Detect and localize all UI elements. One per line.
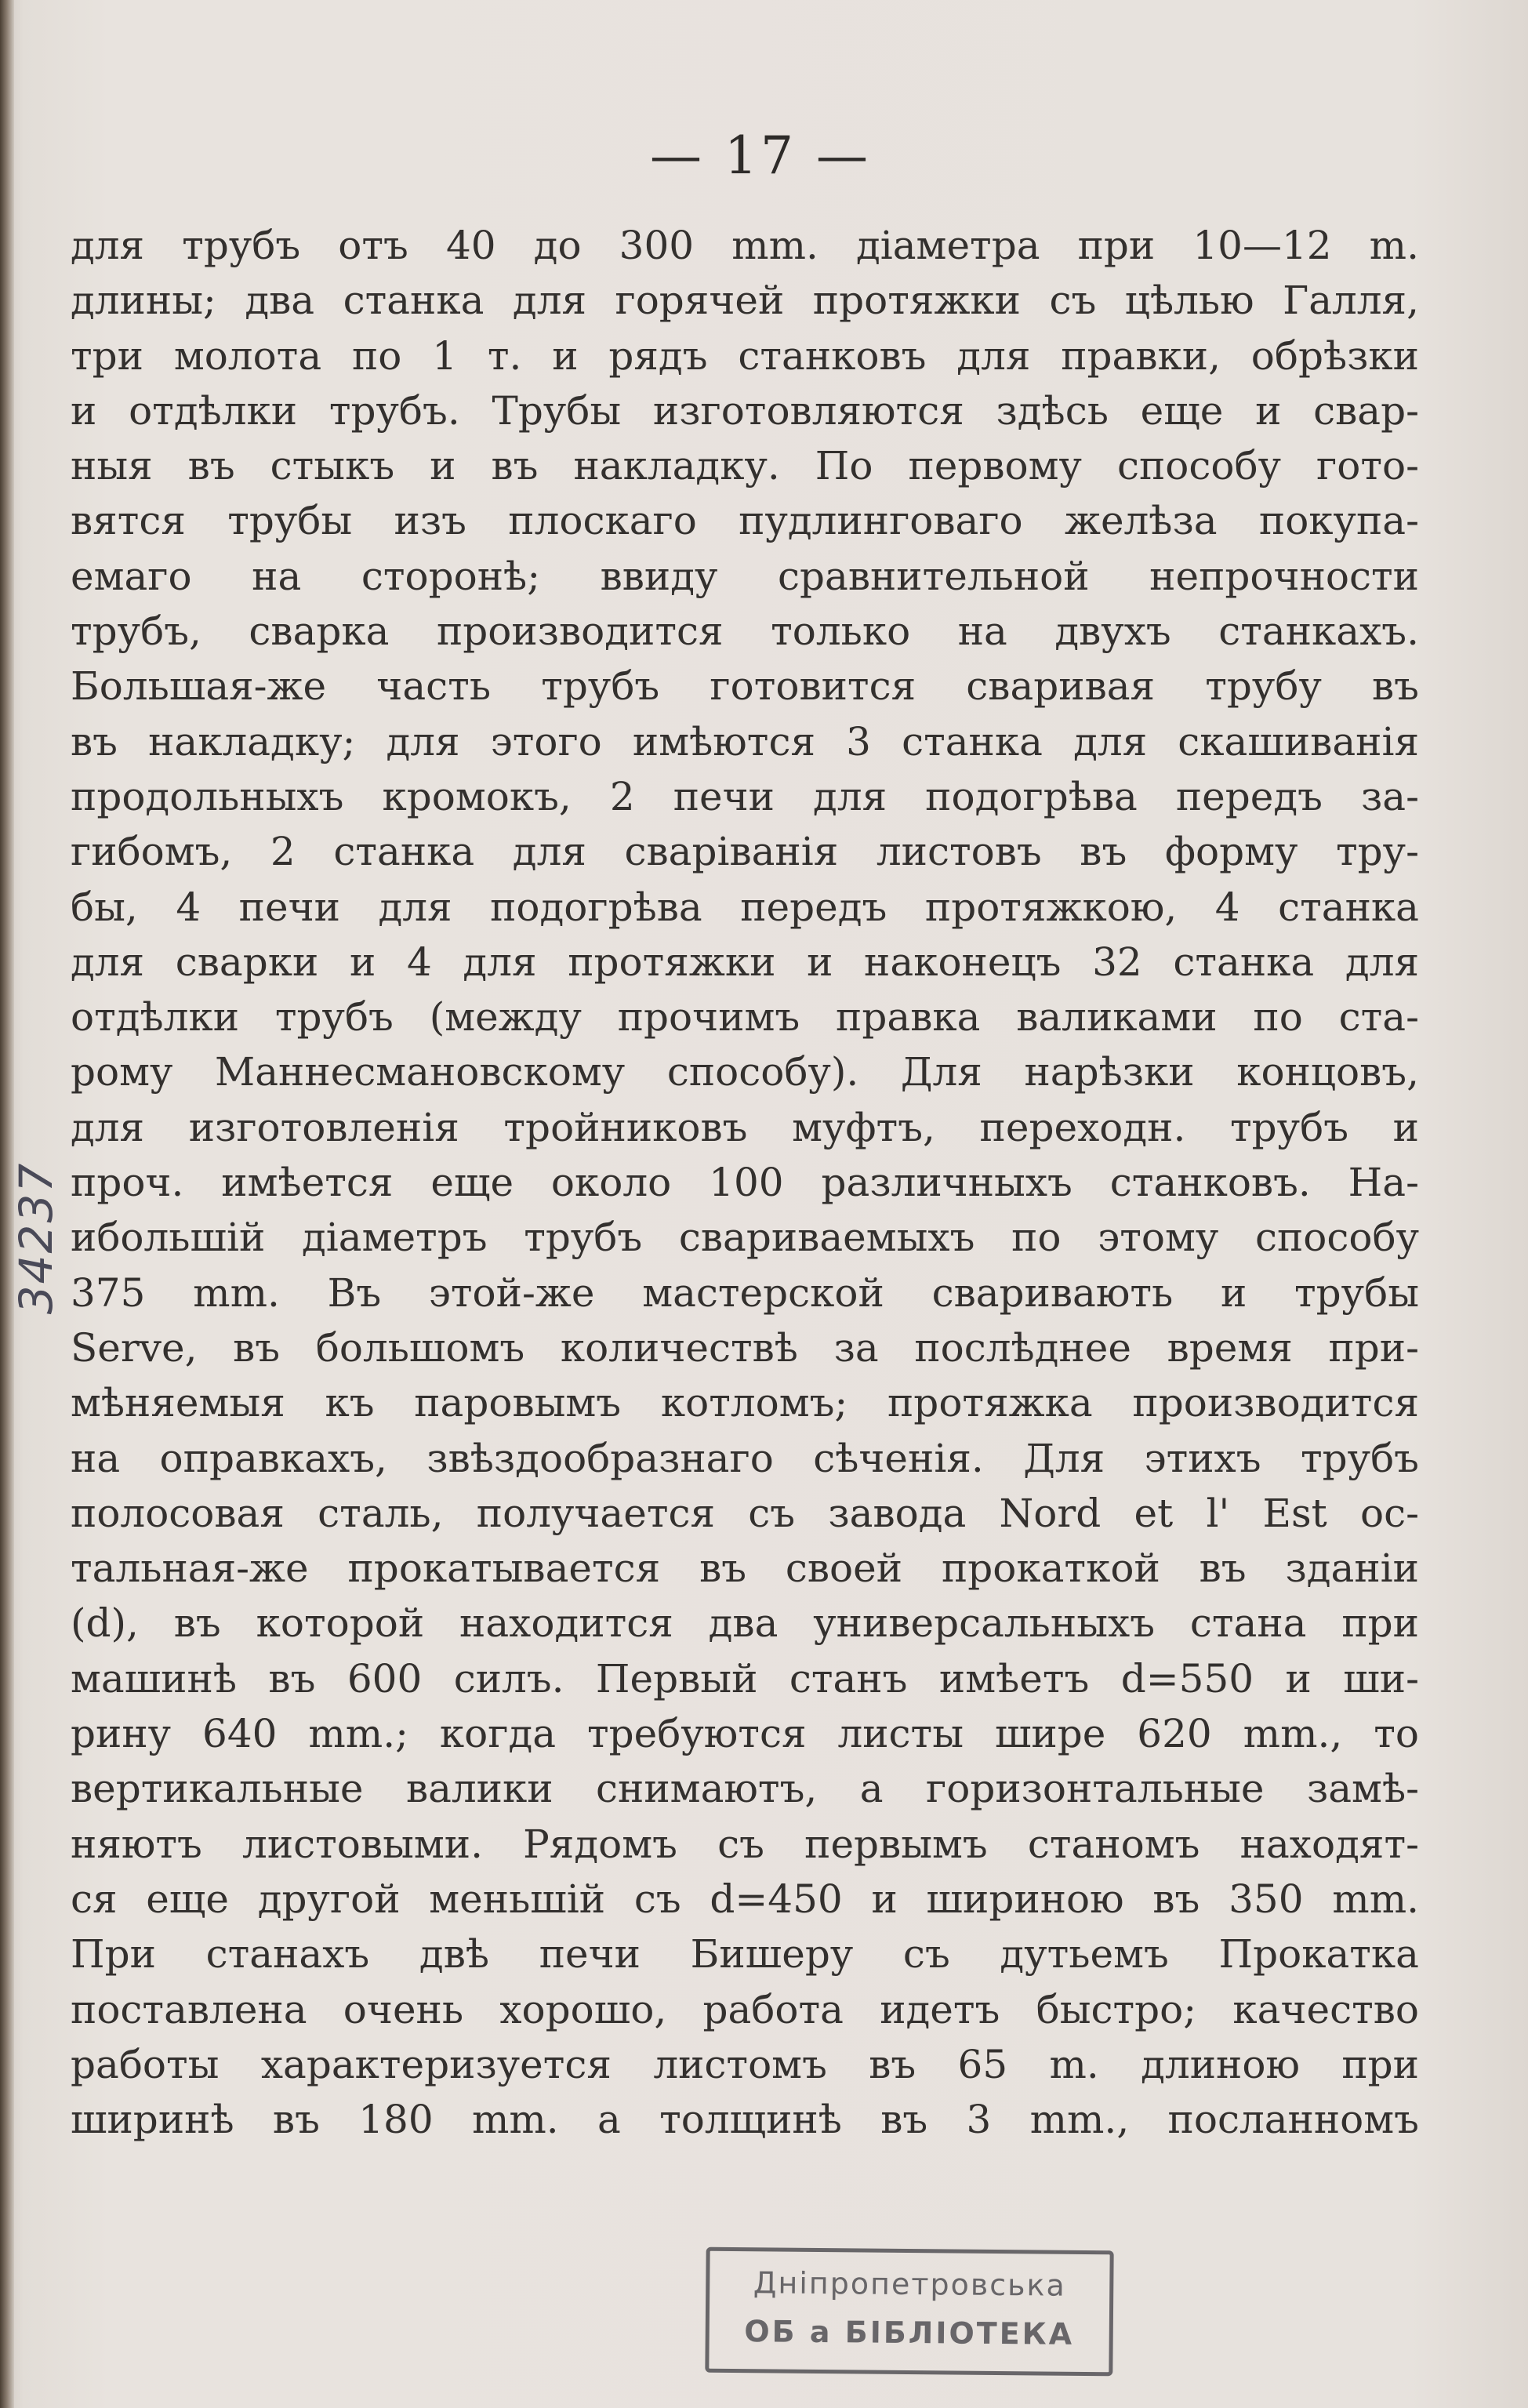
text-line-22: мѣняемыя къ паровымъ котломъ; протяжка производится — [71, 1380, 1419, 1426]
text-line-13: бы, 4 печи для подогрѣва передъ протяжкою, 4 станка — [71, 884, 1419, 930]
text-line-28: рину 640 mm.; когда требуются листы шире 620 mm., то — [71, 1711, 1419, 1757]
text-line-20: 375 mm. Въ этой-же мастерской сваривають и трубы — [71, 1269, 1419, 1316]
margin-note-text: 34237 — [9, 1161, 63, 1315]
stamp-line-1: Дніпропетровська — [753, 2265, 1066, 2303]
body-text — [71, 218, 1419, 2147]
text-line-16: рому Маннесмановскому способу). Для нарѣзки концовъ, — [71, 1049, 1419, 1095]
text-line-24: полосовая сталь, получается съ завода Nord et l' Est ос- — [71, 1490, 1419, 1536]
text-line-34: работы характеризуется листомъ въ 65 m. длиною при — [71, 2041, 1419, 2087]
page-number: — 17 — — [650, 125, 871, 186]
text-line-27: машинѣ въ 600 силъ. Первый станъ имѣетъ d=550 и ши- — [71, 1655, 1419, 1702]
text-line-23: на оправкахъ, звѣздообразнаго сѣченія. Для этихъ трубъ — [71, 1435, 1419, 1481]
text-line-2: длины; два станка для горячей протяжки съ цѣлью Галля, — [71, 278, 1419, 324]
text-line-6: вятся трубы изъ плоскаго пудлинговаго желѣза покупа- — [71, 498, 1419, 544]
text-line-9: Большая-же часть трубъ готовится сваривая трубу въ — [71, 663, 1419, 710]
text-line-33: поставлена очень хорошо, работа идетъ быстро; качество — [71, 1986, 1419, 2032]
text-line-3: три молота по 1 т. и рядъ станковъ для правки, обрѣзки — [71, 332, 1419, 379]
text-line-12: гибомъ, 2 станка для сваріванія листовъ въ форму тру- — [71, 829, 1419, 875]
text-line-26: (d), въ которой находится два универсальныхъ стана при — [71, 1600, 1419, 1647]
text-line-17: для изготовленія тройниковъ муфтъ, переходн. трубъ и — [71, 1104, 1419, 1150]
library-stamp — [705, 2247, 1113, 2377]
text-line-5: ныя въ стыкъ и въ накладку. По первому способу гото- — [71, 443, 1419, 489]
text-line-31: ся еще другой меньшій съ d=450 и шириною въ 350 mm. — [71, 1876, 1419, 1922]
text-line-35: ширинѣ въ 180 mm. а толщинѣ въ 3 mm., посланномъ — [71, 2097, 1419, 2143]
text-line-7: емаго на сторонѣ; ввиду сравнительной непрочности — [71, 553, 1419, 599]
text-line-4: и отдѣлки трубъ. Трубы изготовляются здѣсь еще и свар- — [71, 387, 1419, 434]
text-line-8: трубъ, сварка производится только на двухъ станкахъ. — [71, 608, 1419, 655]
handwritten-margin-number — [5, 1110, 63, 1360]
text-line-10: въ накладку; для этого имѣются 3 станка для скашиванія — [71, 718, 1419, 765]
text-line-1: для трубъ отъ 40 до 300 mm. діаметра при 10—12 m. — [71, 223, 1419, 268]
text-line-19: ибольшій діаметръ трубъ свариваемыхъ по этому способу — [71, 1215, 1419, 1261]
text-line-15: отдѣлки трубъ (между прочимъ правка валиками по ста- — [71, 994, 1419, 1041]
text-line-18: проч. имѣется еще около 100 различныхъ станковъ. На- — [71, 1160, 1419, 1206]
stamp-line-2: ОБ а БІБЛІОТЕКА — [744, 2314, 1075, 2352]
text-line-21: Serve, въ большомъ количествѣ за послѣднее время при- — [71, 1324, 1419, 1371]
text-line-29: вертикальные валики снимаютъ, а горизонтальные замѣ- — [71, 1766, 1419, 1812]
text-line-32: При станахъ двѣ печи Бишеру съ дутьемъ Прокатка — [71, 1931, 1419, 1978]
text-line-25: тальная-же прокатывается въ своей прокаткой въ зданіи — [71, 1545, 1419, 1592]
text-line-14: для сварки и 4 для протяжки и наконецъ 32 станка для — [71, 939, 1419, 985]
text-line-11: продольныхъ кромокъ, 2 печи для подогрѣва передъ за- — [71, 773, 1419, 819]
text-line-30: няютъ листовыми. Рядомъ съ первымъ станомъ находят- — [71, 1821, 1419, 1867]
